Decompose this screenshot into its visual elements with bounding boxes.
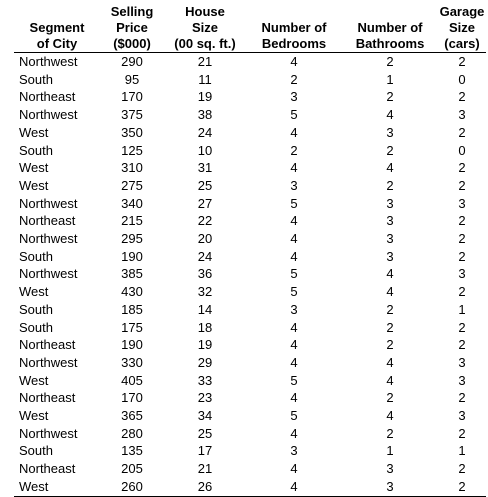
segment-cell: South [19, 319, 53, 335]
header-line: of City [36, 36, 78, 51]
house-size-cell: 21 [197, 54, 213, 69]
house-size-cell: 33 [197, 372, 213, 388]
table-row [14, 124, 486, 142]
selling-price-cell: 170 [121, 390, 143, 406]
table-row [14, 88, 486, 106]
house-size-cell: 36 [197, 266, 213, 282]
table-row [14, 159, 486, 177]
segment-cell: South [19, 248, 53, 264]
segment-cell: Northwest [19, 54, 78, 69]
garage-size-header [438, 3, 486, 53]
header-row [14, 3, 486, 53]
segment-header [14, 3, 100, 53]
table-row [14, 442, 486, 460]
bedrooms-cell: 5 [290, 107, 298, 123]
selling-price-cell: 215 [121, 213, 143, 229]
bedrooms-header [246, 3, 342, 53]
selling-price-cell: 330 [121, 354, 143, 370]
garage-size-cell: 0 [458, 71, 466, 87]
house-size-cell: 27 [197, 195, 213, 211]
selling-price-cell: 190 [121, 337, 143, 353]
header-line: Number of [357, 20, 423, 35]
segment-cell: Northwest [19, 425, 78, 441]
table-row [14, 319, 486, 337]
table-row [14, 71, 486, 89]
selling-price-cell: 310 [121, 160, 143, 176]
bathrooms-cell: 4 [386, 408, 394, 424]
house-size-cell: 14 [197, 301, 213, 317]
table-row [14, 283, 486, 301]
segment-cell: West [19, 124, 49, 140]
table-row [14, 336, 486, 354]
bathrooms-cell: 4 [386, 160, 394, 176]
bedrooms-cell: 5 [290, 266, 298, 282]
bedrooms-cell: 5 [290, 195, 298, 211]
selling-price-cell: 125 [121, 142, 143, 158]
bathrooms-cell: 2 [386, 54, 394, 69]
selling-price-cell: 205 [121, 461, 143, 477]
garage-size-cell: 2 [458, 284, 466, 300]
segment-cell: West [19, 177, 49, 193]
selling-price-cell: 275 [121, 177, 143, 193]
bedrooms-cell: 4 [290, 390, 298, 406]
table-row [14, 389, 486, 407]
header-line: Bedrooms [261, 36, 327, 51]
bathrooms-cell: 3 [386, 213, 394, 229]
garage-size-cell: 2 [458, 337, 466, 353]
table-row [14, 460, 486, 478]
table-row [14, 425, 486, 443]
segment-cell: Northwest [19, 195, 78, 211]
header-line: Number of [261, 20, 327, 35]
segment-cell: South [19, 301, 53, 317]
table-row [14, 478, 486, 496]
segment-cell: Northeast [19, 89, 76, 105]
table-row [14, 195, 486, 213]
bathrooms-cell: 3 [386, 231, 394, 247]
table-header [14, 3, 486, 53]
bedrooms-cell: 4 [290, 425, 298, 441]
selling-price-cell: 430 [121, 284, 143, 300]
segment-cell: West [19, 408, 49, 424]
selling-price-cell: 135 [121, 443, 143, 459]
housing-data-table [14, 3, 486, 497]
bathrooms-cell: 4 [386, 354, 394, 370]
house-size-cell: 25 [197, 425, 213, 441]
bedrooms-cell: 4 [290, 354, 298, 370]
segment-cell: Northeast [19, 337, 76, 353]
selling-price-cell: 340 [121, 195, 143, 211]
selling-price-cell: 175 [121, 319, 143, 335]
bathrooms-cell: 2 [386, 425, 394, 441]
house-size-header [164, 3, 246, 53]
bathrooms-cell: 3 [386, 461, 394, 477]
bedrooms-cell: 4 [290, 248, 298, 264]
segment-cell: Northeast [19, 461, 76, 477]
segment-cell: Northwest [19, 354, 78, 370]
header-line: House [185, 4, 225, 19]
bedrooms-cell: 4 [290, 337, 298, 353]
header-line: Segment [29, 20, 85, 35]
house-size-cell: 17 [197, 443, 213, 459]
header-line: Selling [110, 4, 154, 19]
selling-price-cell: 185 [121, 301, 143, 317]
bathrooms-cell: 1 [386, 443, 394, 459]
table-row [14, 230, 486, 248]
bedrooms-cell: 5 [290, 408, 298, 424]
house-size-cell: 20 [197, 231, 213, 247]
bathrooms-cell: 1 [386, 71, 394, 87]
segment-cell: West [19, 478, 49, 494]
garage-size-cell: 1 [458, 301, 466, 317]
bedrooms-cell: 5 [290, 284, 298, 300]
table-row [14, 301, 486, 319]
selling-price-cell: 375 [121, 107, 143, 123]
bedrooms-cell: 3 [290, 177, 298, 193]
bathrooms-cell: 4 [386, 266, 394, 282]
garage-size-cell: 2 [458, 177, 466, 193]
house-size-cell: 25 [197, 177, 213, 193]
bathrooms-cell: 2 [386, 319, 394, 335]
selling-price-cell: 280 [121, 425, 143, 441]
table-row [14, 354, 486, 372]
house-size-cell: 19 [197, 89, 213, 105]
selling-price-cell: 95 [124, 71, 140, 87]
bedrooms-cell: 4 [290, 319, 298, 335]
garage-size-cell: 2 [458, 213, 466, 229]
house-size-cell: 21 [197, 461, 213, 477]
segment-cell: Northwest [19, 266, 78, 282]
house-size-cell: 11 [198, 71, 212, 87]
garage-size-cell: 3 [458, 107, 466, 123]
bedrooms-cell: 5 [290, 372, 298, 388]
table-row [14, 106, 486, 124]
header-line: (cars) [444, 36, 480, 51]
segment-cell: Northeast [19, 390, 76, 406]
bathrooms-cell: 4 [386, 372, 394, 388]
table-row [14, 265, 486, 283]
bedrooms-cell: 4 [290, 54, 298, 69]
bathrooms-cell: 2 [386, 89, 394, 105]
segment-cell: Northwest [19, 107, 78, 123]
housing-data-table-container [14, 3, 486, 497]
house-size-cell: 22 [197, 213, 213, 229]
selling-price-cell: 190 [121, 248, 143, 264]
table-row [14, 407, 486, 425]
bathrooms-header [342, 3, 438, 53]
table-row [14, 248, 486, 266]
table-row [14, 212, 486, 230]
house-size-cell: 10 [197, 142, 213, 158]
segment-cell: Northeast [19, 213, 76, 229]
garage-size-cell: 2 [458, 54, 466, 69]
selling-price-cell: 170 [121, 89, 143, 105]
header-line: (00 sq. ft.) [174, 36, 236, 51]
house-size-cell: 31 [197, 160, 213, 176]
selling-price-cell: 385 [121, 266, 143, 282]
table-row [14, 177, 486, 195]
segment-cell: South [19, 443, 53, 459]
garage-size-cell: 2 [458, 160, 466, 176]
table-row [14, 53, 486, 71]
garage-size-cell: 2 [458, 319, 466, 335]
segment-cell: West [19, 284, 49, 300]
garage-size-cell: 0 [458, 142, 466, 158]
garage-size-cell: 2 [458, 461, 466, 477]
bathrooms-cell: 4 [386, 284, 394, 300]
selling-price-header [100, 3, 164, 53]
selling-price-cell: 260 [121, 478, 143, 494]
garage-size-cell: 2 [458, 89, 466, 105]
bathrooms-cell: 2 [386, 390, 394, 406]
bedrooms-cell: 2 [290, 142, 298, 158]
garage-size-cell: 2 [458, 425, 466, 441]
selling-price-cell: 365 [121, 408, 143, 424]
bedrooms-cell: 4 [290, 124, 298, 140]
bathrooms-cell: 3 [386, 248, 394, 264]
garage-size-cell: 2 [458, 390, 466, 406]
bathrooms-cell: 4 [386, 107, 394, 123]
segment-cell: Northwest [19, 231, 78, 247]
bathrooms-cell: 3 [386, 195, 394, 211]
bedrooms-cell: 4 [290, 160, 298, 176]
bedrooms-cell: 4 [290, 213, 298, 229]
bedrooms-cell: 4 [290, 478, 298, 494]
selling-price-cell: 350 [121, 124, 143, 140]
table-row [14, 372, 486, 390]
selling-price-cell: 290 [121, 54, 143, 69]
selling-price-cell: 295 [121, 231, 143, 247]
bedrooms-cell: 2 [290, 71, 298, 87]
house-size-cell: 24 [197, 248, 213, 264]
garage-size-cell: 2 [458, 248, 466, 264]
garage-size-cell: 2 [458, 478, 466, 494]
house-size-cell: 34 [197, 408, 213, 424]
table-row [14, 142, 486, 160]
garage-size-cell: 2 [458, 231, 466, 247]
house-size-cell: 26 [197, 478, 213, 494]
header-line: Size [448, 20, 475, 35]
garage-size-cell: 3 [458, 195, 466, 211]
segment-cell: South [19, 71, 53, 87]
garage-size-cell: 3 [458, 266, 466, 282]
bedrooms-cell: 3 [290, 89, 298, 105]
bathrooms-cell: 2 [386, 301, 394, 317]
house-size-cell: 23 [197, 390, 213, 406]
header-line: Size [191, 20, 218, 35]
bathrooms-cell: 2 [386, 337, 394, 353]
garage-size-cell: 2 [458, 124, 466, 140]
bedrooms-cell: 3 [290, 301, 298, 317]
bathrooms-cell: 3 [386, 478, 394, 494]
garage-size-cell: 1 [458, 443, 466, 459]
bathrooms-cell: 2 [386, 142, 394, 158]
house-size-cell: 32 [197, 284, 213, 300]
bathrooms-cell: 2 [386, 177, 394, 193]
garage-size-cell: 3 [458, 408, 466, 424]
house-size-cell: 29 [197, 354, 213, 370]
house-size-cell: 38 [197, 107, 213, 123]
house-size-cell: 18 [197, 319, 213, 335]
bathrooms-cell: 3 [386, 124, 394, 140]
garage-size-cell: 3 [458, 354, 466, 370]
segment-cell: South [19, 142, 53, 158]
table-body [14, 53, 486, 497]
segment-cell: West [19, 160, 49, 176]
house-size-cell: 19 [197, 337, 213, 353]
segment-cell: West [19, 372, 49, 388]
bedrooms-cell: 3 [290, 443, 298, 459]
header-line: Price [116, 20, 148, 35]
header-line: ($000) [113, 36, 151, 51]
house-size-cell: 24 [197, 124, 213, 140]
selling-price-cell: 405 [121, 372, 143, 388]
header-line: Garage [439, 4, 485, 19]
bedrooms-cell: 4 [290, 231, 298, 247]
bedrooms-cell: 4 [290, 461, 298, 477]
header-line: Bathrooms [355, 36, 425, 51]
garage-size-cell: 3 [458, 372, 466, 388]
